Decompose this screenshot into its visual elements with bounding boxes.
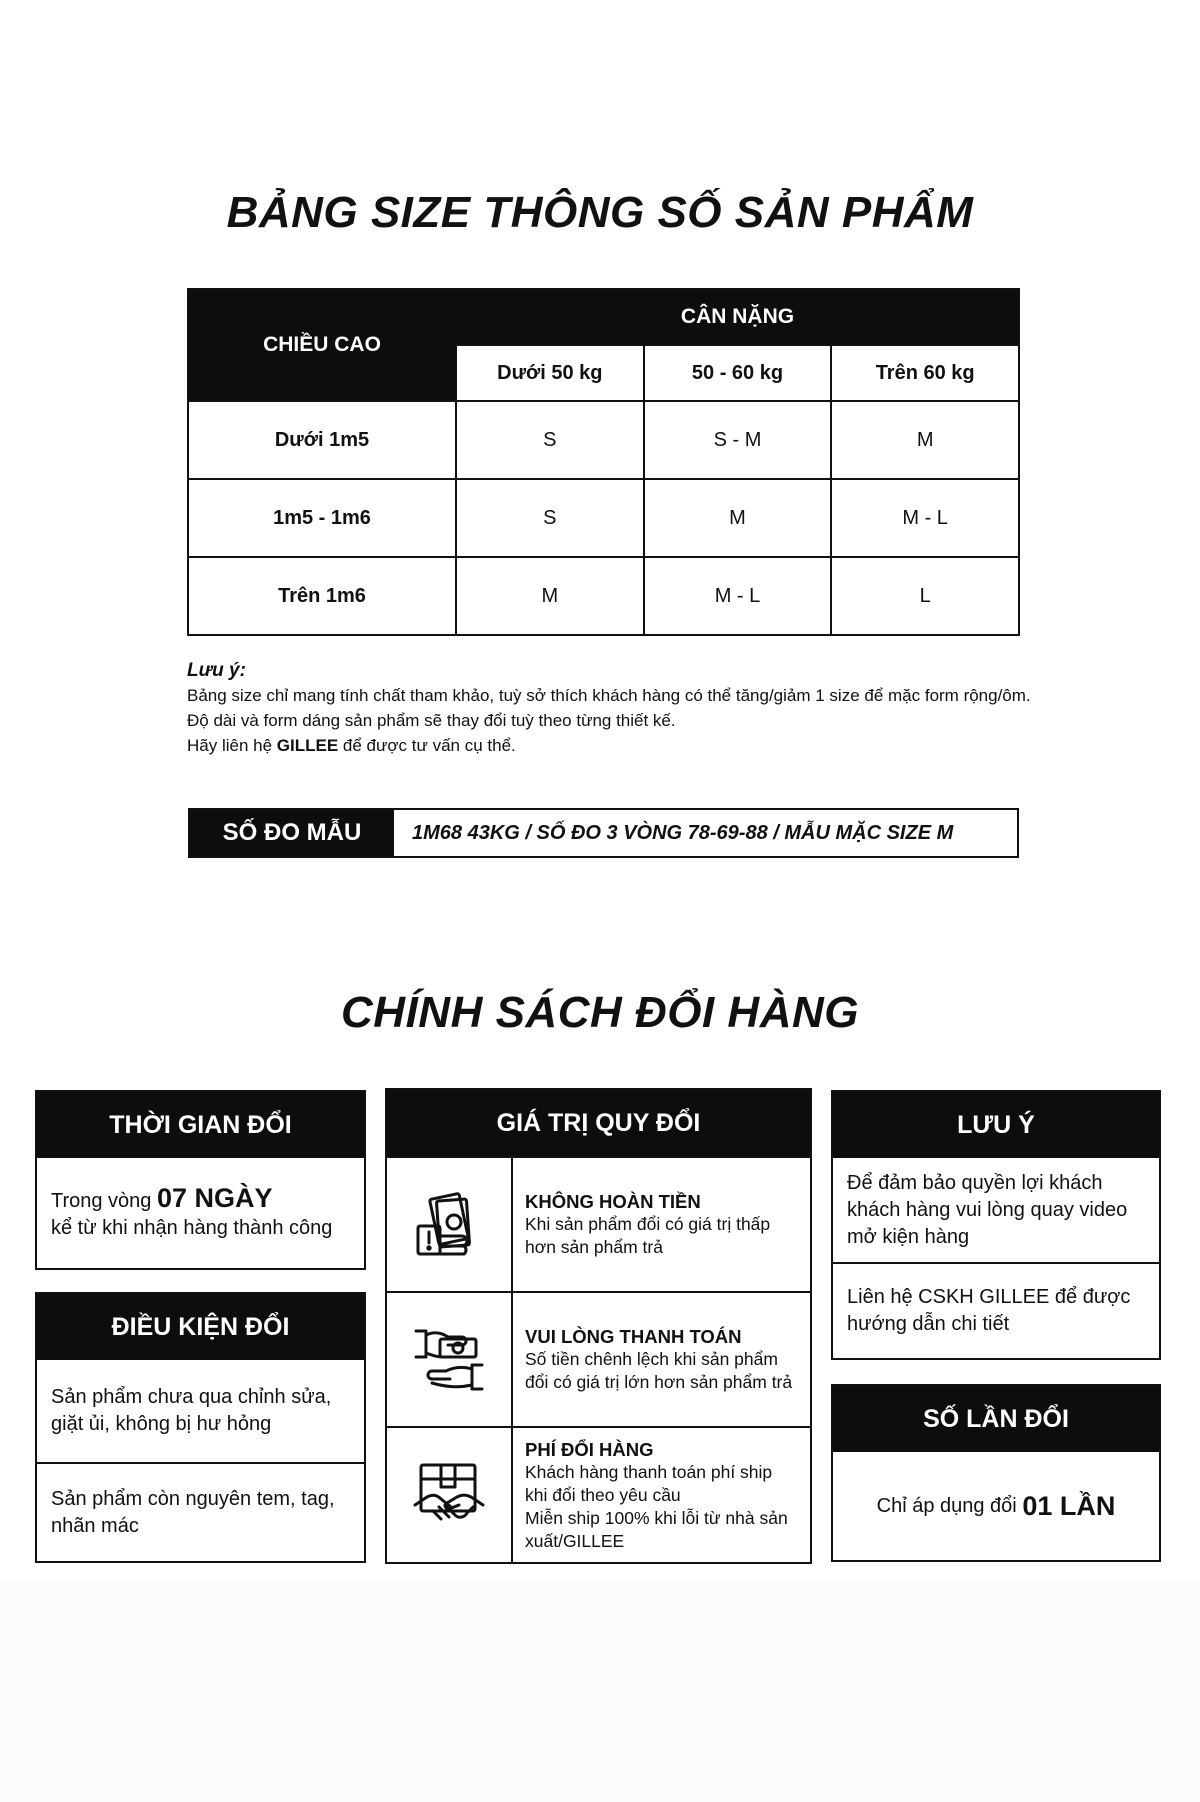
model-value: 1M68 43KG / SỐ ĐO 3 VÒNG 78-69-88 / MẪU MẶC SIZE M <box>412 821 954 844</box>
box-handshake-icon <box>387 1428 513 1562</box>
value-item <box>387 1426 810 1562</box>
exchange-condition-box <box>35 1292 366 1563</box>
bottom-background <box>0 1580 1200 1802</box>
exchange-time-line2: kể từ khi nhận hàng thành công <box>51 1216 333 1239</box>
exchange-note-box <box>831 1090 1161 1360</box>
policy-title: CHÍNH SÁCH ĐỔI HÀNG <box>341 988 859 1037</box>
weight-header: CÂN NẶNG <box>456 289 1019 345</box>
exchange-note-header: LƯU Ý <box>833 1092 1159 1158</box>
value-item-text: Khách hàng thanh toán phí ship khi đổi theo yêu cầu <box>525 1461 773 1505</box>
value-item-text: Số tiền chênh lệch khi sản phẩm đổi có giá trị lớn hơn sản phẩm trả <box>525 1349 793 1392</box>
exchange-times-text: Chỉ áp dụng đổi 01 LẦN <box>876 1490 1116 1521</box>
size-cell: S - M <box>644 401 832 479</box>
size-chart-title: BẢNG SIZE THÔNG SỐ SẢN PHẨM <box>226 188 974 237</box>
table-row <box>188 401 1019 479</box>
note-line: Hãy liên hệ GILLEE để được tư vấn cụ thể. <box>187 736 516 755</box>
value-item-title: PHÍ ĐỔI HÀNG <box>525 1438 654 1460</box>
height-cell: Trên 1m6 <box>188 557 456 635</box>
exchange-days: 07 NGÀY <box>157 1182 273 1213</box>
exchange-times-box <box>831 1384 1161 1562</box>
size-cell: M <box>831 401 1019 479</box>
note-heading: Lưu ý: <box>187 660 246 681</box>
note-item: Liên hệ CSKH GILLEE để được hướng dẫn chi tiết <box>833 1262 1159 1358</box>
size-cell: M - L <box>644 557 832 635</box>
brand-name: GILLEE <box>276 736 339 755</box>
note-item: Để đảm bảo quyền lợi khách khách hàng vui lòng quay video mở kiện hàng <box>847 1171 1128 1248</box>
size-cell: S <box>456 401 644 479</box>
weight-col-header: Trên 60 kg <box>831 345 1019 401</box>
size-cell: M <box>456 557 644 635</box>
model-measurements <box>188 808 1019 858</box>
exchange-time-header: THỜI GIAN ĐỔI <box>37 1092 364 1158</box>
exchange-count: 01 LẦN <box>1022 1490 1116 1521</box>
exchange-time-line1: Trong vòng 07 NGÀY <box>51 1182 273 1213</box>
weight-col-header: Dưới 50 kg <box>456 345 644 401</box>
value-item-text: Khi sản phẩm đổi có giá trị thấp hơn sản phẩm trả <box>525 1214 771 1257</box>
exchange-value-header: GIÁ TRỊ QUY ĐỔI <box>387 1090 810 1156</box>
size-cell: S <box>456 479 644 557</box>
note-line: Độ dài và form dáng sản phẩm sẽ thay đổi tuỳ theo từng thiết kế. <box>187 711 676 730</box>
hand-payment-icon <box>387 1293 513 1426</box>
value-item-title: VUI LÒNG THANH TOÁN <box>525 1326 742 1347</box>
size-cell: M <box>644 479 832 557</box>
table-row <box>188 479 1019 557</box>
weight-col-header: 50 - 60 kg <box>644 345 832 401</box>
exchange-times-header: SỐ LẦN ĐỔI <box>833 1386 1159 1452</box>
height-cell: 1m5 - 1m6 <box>188 479 456 557</box>
condition-item: Sản phẩm chưa qua chỉnh sửa, giặt ủi, không bị hư hỏng <box>51 1386 332 1435</box>
table-row <box>188 557 1019 635</box>
note-line: Bảng size chỉ mang tính chất tham khảo, tuỳ sở thích khách hàng có thể tăng/giảm 1 size để mặc form rộng/ôm. <box>187 686 1031 705</box>
model-label: SỐ ĐO MẪU <box>190 810 394 856</box>
value-item-text: Miễn ship 100% khi lỗi từ nhà sản xuất/GILLEE <box>525 1507 788 1551</box>
value-item-title: KHÔNG HOÀN TIỀN <box>525 1191 701 1212</box>
money-warning-icon <box>387 1158 513 1291</box>
size-note <box>187 658 1047 758</box>
size-table <box>187 288 1020 636</box>
exchange-value-box <box>385 1088 812 1564</box>
size-cell: M - L <box>831 479 1019 557</box>
value-item <box>387 1291 810 1426</box>
exchange-time-box <box>35 1090 366 1270</box>
height-cell: Dưới 1m5 <box>188 401 456 479</box>
size-cell: L <box>831 557 1019 635</box>
value-item <box>387 1156 810 1291</box>
condition-item: Sản phẩm còn nguyên tem, tag, nhãn mác <box>37 1462 364 1561</box>
exchange-condition-header: ĐIỀU KIỆN ĐỔI <box>37 1294 364 1360</box>
height-header: CHIỀU CAO <box>188 289 456 401</box>
